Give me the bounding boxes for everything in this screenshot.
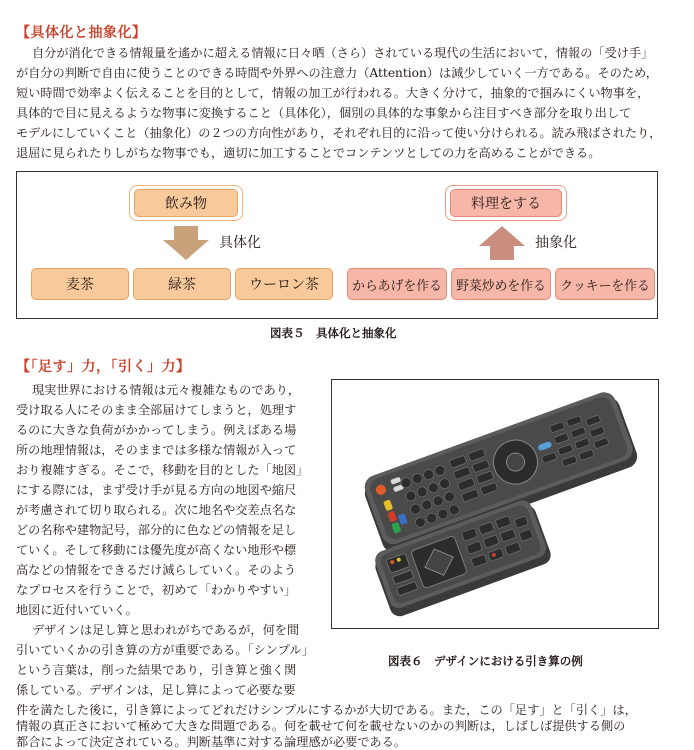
barley-tea-box: 麦茶	[31, 268, 129, 300]
paragraph-line: が自分の判断で自由に使うことのできる時間や外界への注意力（Attention）は減少していく一方である。そのため，	[16, 66, 658, 80]
remote-controls-illustration	[332, 380, 658, 628]
oolong-tea-box: ウーロン茶	[235, 268, 333, 300]
paragraph-line: デザインは足し算と思われがちであるが，何を間	[32, 623, 300, 637]
figure6-caption: 図表６ デザインにおける引き算の例	[388, 654, 583, 668]
paragraph-line: という言葉は，削った結果であり，引き算と強く関	[16, 663, 297, 677]
paragraph-line: 引いていくかの引き算の方が重要である。「シンプル」	[16, 643, 314, 657]
paragraph-line: ていく。そして移動には優先度が高くない地形や標	[16, 543, 297, 557]
paragraph-line: 現実世界における情報は元々複雑なものであり，	[32, 383, 301, 397]
paragraph-line: 地図に近付いていく。	[16, 603, 138, 617]
section-heading-add-subtract: 【「足す」力，「引く」力】	[16, 359, 191, 375]
section-heading-abstraction: 【具体化と抽象化】	[16, 25, 147, 41]
stir-fry-box: 野菜炒めを作る	[451, 268, 551, 300]
figure5-caption: 図表５ 具体化と抽象化	[270, 326, 397, 340]
green-tea-box: 緑茶	[133, 268, 231, 300]
paragraph-line: にする際には，まず受け手が見る方向の地図や縮尺	[16, 483, 297, 497]
paragraph-line: どの名称や建物記号，部分的に色などの情報を足し	[16, 523, 297, 537]
paragraph-line: 高などの情報をできるだけ減らしていく。そのよう	[16, 563, 297, 577]
paragraph-line: なプロセスを行うことで，初めて「わかりやすい」	[16, 583, 297, 597]
arrow-down-icon	[163, 226, 209, 260]
cooking-box: 料理をする	[450, 189, 562, 217]
paragraph-line: 係している。デザインは，足し算によって必要な要	[16, 683, 296, 697]
paragraph-line: 件を満たした後に，引き算によってどれだけシンプルにするかが大切である。また，この「足す」と「引く」は，	[16, 703, 637, 717]
paragraph-line: 短い時間で効率よく伝えることを目的として，情報の加工が行われる。大きく分けて，抽象的で掴みにくい物事を，	[16, 86, 650, 100]
paragraph-line: 情報の真正さにおいて極めて大きな問題である。何を載せて何を載せないのかの判断は，しばしば提供する側の	[16, 719, 626, 733]
cookie-box: クッキーを作る	[555, 268, 655, 300]
paragraph-line: 退屈に見られたりしがちな物事でも，適切に加工することでコンテンツとしての力を高めることができる。	[16, 146, 601, 160]
drinks-box: 飲み物	[134, 189, 238, 217]
paragraph-line: 受け取る人にそのまま全部届けてしまうと，処理す	[16, 403, 297, 417]
abstract-label: 抽象化	[535, 235, 577, 251]
paragraph-line: 都合によって決定されている。判断基準に対する論理感が必要である。	[16, 735, 406, 749]
paragraph-line: モデルにしていくこと（抽象化）の２つの方向性があり，それぞれ目的に沿って使い分けられる。読み飛ばされたり，	[16, 126, 662, 140]
figure6-illustration	[331, 379, 659, 629]
arrow-up-icon	[479, 226, 525, 260]
paragraph-line: るのに大きな負荷がかかってしまう。例えばある場	[16, 423, 297, 437]
karaage-box: からあげを作る	[347, 268, 447, 300]
paragraph-line: 具体的で目に見えるような物事に変換すること（具体化），個別の具体的な事象から注目すべき部分を取り出して	[16, 106, 632, 120]
paragraph-line: が考慮されて切り取られる。次に地名や交差点名な	[16, 503, 297, 517]
paragraph-line: おり複雑すぎる。そこで，移動を目的とした「地図」	[16, 463, 309, 477]
paragraph-line: 自分が消化できる情報量を遙かに超える情報に日々晒（さら）されている現代の生活において，情報の「受け手」	[32, 46, 654, 60]
concretize-label: 具体化	[219, 235, 261, 251]
figure5-diagram	[16, 171, 658, 319]
paragraph-line: 所の地理情報は，そのままでは多様な情報が入って	[16, 443, 297, 457]
